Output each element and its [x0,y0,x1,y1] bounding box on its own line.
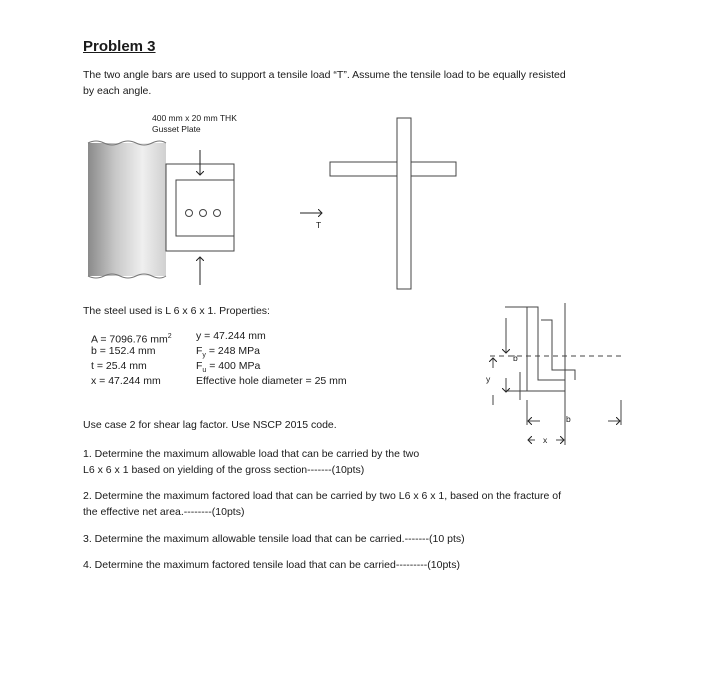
bolt-hole-1 [186,210,193,217]
question-2-line-1: 2. Determine the maximum factored load that can be carried by two L6 x 6 x 1, based on the fracture of [83,490,562,502]
angle-plate [176,180,234,236]
prop-hole: Effective hole diameter = 25 mm [196,375,347,387]
prop-t: t = 25.4 mm [91,360,147,372]
question-4: 4. Determine the maximum factored tensile load that can be carried---------(10pts) [83,559,460,571]
bolt-hole-3 [214,210,221,217]
question-2-line-2: the effective net area.--------(10pts) [83,506,245,518]
intro-line-1: The two angle bars are used to support a tensile load “T”. Assume the tensile load to be equally resisted [83,69,566,81]
prop-b: b = 152.4 mm [91,345,156,357]
bolt-hole-2 [200,210,207,217]
prop-fu: $F_u = 400$ MPa [196,360,261,375]
section-x-label: x [543,435,548,445]
gusset-label-2: Gusset Plate [152,124,201,134]
tee-flange [330,162,456,176]
gusset-label-1: 400 mm x 20 mm THK [152,113,237,123]
tee-web [397,118,411,289]
angle-section [490,303,621,445]
prop-fy: $F_y = 248$ MPa [196,345,260,360]
column-shape [88,143,166,276]
question-1-line-2: L6 x 6 x 1 based on yielding of the gross section-------(10pts) [83,464,365,476]
section-y-label: y [486,374,491,384]
question-3: 3. Determine the maximum allowable tensile load that can be carried.-------(10 pts) [83,533,465,545]
case-note: Use case 2 for shear lag factor. Use NSCP 2015 code. [83,419,337,431]
section-b-bottom-label: b [566,414,571,424]
prop-area: A = 7096.76 $mm^2$ [91,333,172,346]
intro-line-2: by each angle. [83,85,152,97]
prop-y: y = 47.244 mm [196,330,266,342]
section-b-label: b [513,353,518,363]
load-label: T [316,220,322,230]
prop-x: x = 47.244 mm [91,375,161,387]
problem-title: Problem 3 [83,38,156,55]
steel-used: The steel used is L 6 x 6 x 1. Properties: [83,305,270,317]
question-1-line-1: 1. Determine the maximum allowable load that can be carried by the two [83,448,420,460]
